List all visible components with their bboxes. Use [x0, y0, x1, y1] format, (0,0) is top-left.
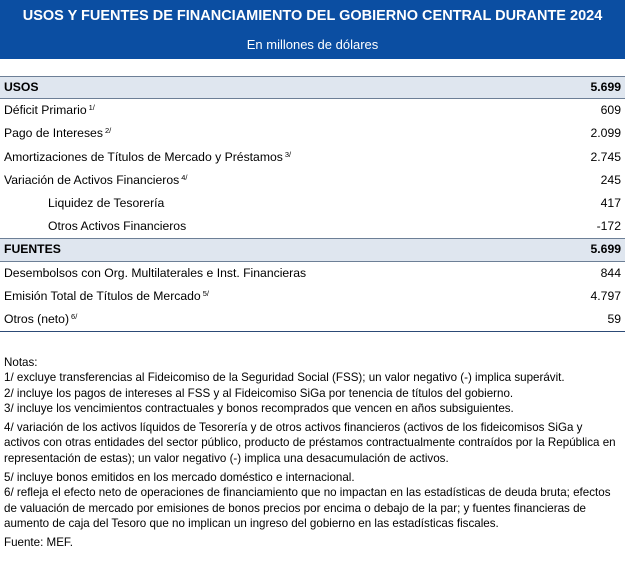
- table-row-sub: [0, 192, 625, 215]
- row-label: Déficit Primario: [4, 103, 87, 118]
- row-label: Otros (neto): [4, 311, 70, 326]
- table-row: [0, 169, 625, 192]
- note-1: 1/ excluye transferencias al Fideicomiso de la Seguridad Social (FSS); un valor negativo (-) implica superávit.: [4, 371, 565, 385]
- row-label: Emisión Total de Títulos de Mercado: [4, 288, 201, 303]
- section-value: 5.699: [590, 80, 621, 94]
- table-row: [0, 146, 625, 169]
- note-2: 2/ incluye los pagos de intereses al FSS y al Fideicomiso SiGa por tenencia de títulos del gobierno.: [4, 386, 514, 400]
- row-label: Liquidez de Tesorería: [48, 195, 165, 210]
- row-value: 844: [600, 265, 621, 280]
- note-4: 4/ variación de los activos líquidos de Tesorería y de otros activos financieros (activos de los fideicomisos SiGa y activos con otras entidades del sector público, producto de préstamos contractualmente contraídos por la República en representación de estas); un valor negativo (-) implica una desacumulación de activos.: [4, 421, 616, 465]
- table-row: [0, 308, 625, 332]
- row-label: Desembolsos con Org. Multilaterales e Inst. Financieras: [4, 265, 307, 280]
- section-row-fuentes: [0, 238, 625, 261]
- section-label: FUENTES: [4, 242, 61, 257]
- note-6: 6/ refleja el efecto neto de operaciones de financiamiento que no impactan en las estadísticas de deuda bruta; efectos de valuación de mercado por emisiones de bonos precios por encima o debajo de la par; y fuentes financieras de aumento de caja del Tesoro que no implican un ingreso del gobierno en las estadísticas fiscales.: [4, 486, 611, 530]
- footnote-ref: 6/: [71, 311, 78, 321]
- note-5: 5/ incluye bonos emitidos en los mercado doméstico e internacional.: [4, 471, 355, 485]
- footnote-ref: 3/: [284, 149, 292, 159]
- footnote-ref: 4/: [181, 172, 188, 182]
- footnote-ref: 1/: [88, 103, 95, 113]
- table-row: [0, 99, 625, 122]
- note-3: 3/ incluye los vencimientos contractuales y bonos recomprados que vencen en años subsiguientes.: [4, 401, 514, 415]
- financing-table: [0, 76, 625, 332]
- notes-heading: Notas:: [4, 356, 38, 369]
- row-value: 2.099: [590, 126, 621, 141]
- footnote-ref: 5/: [202, 288, 209, 298]
- table-row: [0, 285, 625, 308]
- row-label: Variación de Activos Financieros: [4, 172, 180, 187]
- table-header: [0, 0, 625, 59]
- table-row-sub: [0, 215, 625, 238]
- row-label: Pago de Intereses: [4, 126, 103, 141]
- notes-section: [4, 355, 618, 551]
- table-row: [0, 262, 625, 285]
- row-value: 4.797: [590, 288, 621, 303]
- row-value: 59: [607, 311, 621, 326]
- footnote-ref: 2/: [104, 126, 112, 136]
- section-row-usos: [0, 76, 625, 99]
- row-value: 2.745: [590, 149, 621, 164]
- row-value: -172: [596, 219, 621, 234]
- section-label: USOS: [4, 80, 39, 94]
- page-title: USOS Y FUENTES DE FINANCIAMIENTO DEL GOBIERNO CENTRAL DURANTE 2024: [22, 8, 603, 24]
- source-note: Fuente: MEF.: [4, 536, 73, 550]
- row-value: 245: [600, 172, 621, 187]
- row-label: Otros Activos Financieros: [48, 219, 187, 234]
- row-value: 417: [600, 195, 621, 210]
- row-value: 609: [600, 103, 621, 118]
- section-value: 5.699: [590, 242, 621, 257]
- page-subtitle: En millones de dólares: [246, 37, 379, 52]
- row-label: Amortizaciones de Títulos de Mercado y Préstamos: [4, 149, 283, 164]
- table-row: [0, 122, 625, 145]
